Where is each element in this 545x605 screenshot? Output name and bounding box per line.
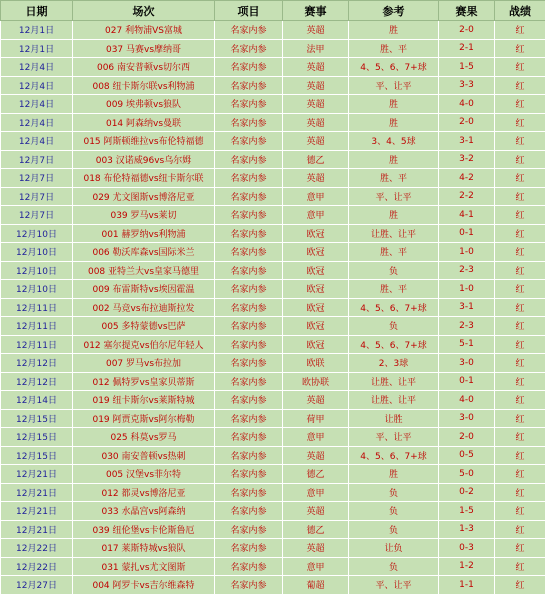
table-row	[1, 21, 545, 40]
result-cell: 红	[495, 95, 545, 114]
result-cell: 红	[495, 576, 545, 595]
league-cell: 欧冠	[283, 317, 349, 336]
reference-cell: 让胜、让平	[349, 391, 439, 410]
date-cell: 12月10日	[1, 280, 73, 299]
date-cell: 12月14日	[1, 391, 73, 410]
result-cell: 红	[495, 169, 545, 188]
date-cell: 12月4日	[1, 58, 73, 77]
table-row	[1, 317, 545, 336]
match-cell: 012 都灵vs博洛尼亚	[73, 483, 215, 502]
item-cell: 名家内参	[215, 206, 283, 225]
league-cell: 欧冠	[283, 224, 349, 243]
score-cell: 3-3	[439, 76, 495, 95]
reference-cell: 胜	[349, 206, 439, 225]
reference-cell: 负	[349, 261, 439, 280]
score-cell: 1-3	[439, 520, 495, 539]
table-row	[1, 150, 545, 169]
league-cell: 意甲	[283, 483, 349, 502]
match-cell: 014 阿森纳vs曼联	[73, 113, 215, 132]
date-cell: 12月4日	[1, 132, 73, 151]
match-cell: 008 纽卡斯尔联vs利物浦	[73, 76, 215, 95]
table-row	[1, 113, 545, 132]
reference-cell: 4、5、6、7+球	[349, 335, 439, 354]
match-cell: 003 汉诺威96vs乌尔姆	[73, 150, 215, 169]
table-row	[1, 502, 545, 521]
result-cell: 红	[495, 539, 545, 558]
table-row	[1, 409, 545, 428]
league-cell: 英超	[283, 539, 349, 558]
date-cell: 12月4日	[1, 113, 73, 132]
result-cell: 红	[495, 187, 545, 206]
date-cell: 12月22日	[1, 557, 73, 576]
score-cell: 3-2	[439, 150, 495, 169]
score-cell: 2-0	[439, 21, 495, 40]
score-cell: 5-0	[439, 465, 495, 484]
result-cell: 红	[495, 243, 545, 262]
date-cell: 12月12日	[1, 354, 73, 373]
match-cell: 019 阿贾克斯vs阿尔梅勒	[73, 409, 215, 428]
reference-cell: 胜、平	[349, 280, 439, 299]
date-cell: 12月1日	[1, 21, 73, 40]
item-cell: 名家内参	[215, 224, 283, 243]
score-cell: 2-0	[439, 113, 495, 132]
score-cell: 4-0	[439, 95, 495, 114]
table-row	[1, 169, 545, 188]
match-cell: 027 利物浦VS富城	[73, 21, 215, 40]
league-cell: 欧联	[283, 354, 349, 373]
reference-cell: 胜、平	[349, 39, 439, 58]
item-cell: 名家内参	[215, 354, 283, 373]
league-cell: 德乙	[283, 520, 349, 539]
reference-cell: 平、让平	[349, 428, 439, 447]
reference-cell: 负	[349, 483, 439, 502]
league-cell: 荷甲	[283, 409, 349, 428]
table-row	[1, 391, 545, 410]
score-cell: 3-0	[439, 409, 495, 428]
match-cell: 006 南安普顿vs切尔西	[73, 58, 215, 77]
table-row	[1, 576, 545, 595]
match-cell: 039 罗马vs莱切	[73, 206, 215, 225]
match-cell: 019 纽卡斯尔vs莱斯特城	[73, 391, 215, 410]
match-cell: 033 水晶宫vs阿森纳	[73, 502, 215, 521]
match-cell: 001 赫罗纳vs利物浦	[73, 224, 215, 243]
date-cell: 12月1日	[1, 39, 73, 58]
reference-cell: 胜	[349, 21, 439, 40]
date-cell: 12月4日	[1, 95, 73, 114]
table-row	[1, 465, 545, 484]
league-cell: 英超	[283, 446, 349, 465]
score-cell: 1-2	[439, 557, 495, 576]
item-cell: 名家内参	[215, 95, 283, 114]
league-cell: 英超	[283, 113, 349, 132]
result-cell: 红	[495, 557, 545, 576]
table-row	[1, 39, 545, 58]
score-cell: 2-2	[439, 187, 495, 206]
score-cell: 3-1	[439, 298, 495, 317]
item-cell: 名家内参	[215, 446, 283, 465]
result-cell: 红	[495, 317, 545, 336]
date-cell: 12月21日	[1, 483, 73, 502]
item-cell: 名家内参	[215, 539, 283, 558]
score-cell: 3-0	[439, 354, 495, 373]
date-cell: 12月10日	[1, 261, 73, 280]
league-cell: 意甲	[283, 206, 349, 225]
result-cell: 红	[495, 39, 545, 58]
table-row	[1, 261, 545, 280]
league-cell: 欧冠	[283, 298, 349, 317]
date-cell: 12月7日	[1, 206, 73, 225]
match-cell: 007 罗马vs布拉加	[73, 354, 215, 373]
item-cell: 名家内参	[215, 557, 283, 576]
result-cell: 红	[495, 113, 545, 132]
result-cell: 红	[495, 298, 545, 317]
league-cell: 英超	[283, 76, 349, 95]
item-cell: 名家内参	[215, 335, 283, 354]
date-cell: 12月21日	[1, 502, 73, 521]
item-cell: 名家内参	[215, 502, 283, 521]
reference-cell: 2、3球	[349, 354, 439, 373]
date-cell: 12月11日	[1, 317, 73, 336]
match-cell: 031 蒙扎vs尤文图斯	[73, 557, 215, 576]
date-cell: 12月7日	[1, 187, 73, 206]
table-row	[1, 224, 545, 243]
match-cell: 004 阿罗卡vs吉尔维森特	[73, 576, 215, 595]
league-cell: 英超	[283, 132, 349, 151]
score-cell: 0-5	[439, 446, 495, 465]
match-cell: 015 阿斯顿维拉vs布伦特福德	[73, 132, 215, 151]
reference-cell: 胜	[349, 465, 439, 484]
league-cell: 欧冠	[283, 335, 349, 354]
reference-cell: 负	[349, 557, 439, 576]
table-row	[1, 557, 545, 576]
reference-cell: 胜	[349, 95, 439, 114]
match-cell: 006 勒沃库森vs国际米兰	[73, 243, 215, 262]
score-cell: 0-1	[439, 224, 495, 243]
match-cell: 008 亚特兰大vs皇家马德里	[73, 261, 215, 280]
league-cell: 欧冠	[283, 261, 349, 280]
item-cell: 名家内参	[215, 372, 283, 391]
reference-cell: 胜	[349, 113, 439, 132]
league-cell: 英超	[283, 391, 349, 410]
table-row	[1, 539, 545, 558]
item-cell: 名家内参	[215, 298, 283, 317]
date-cell: 12月12日	[1, 372, 73, 391]
league-cell: 德乙	[283, 150, 349, 169]
table-row	[1, 520, 545, 539]
league-cell: 英超	[283, 58, 349, 77]
header-result: 战绩	[495, 1, 545, 21]
result-cell: 红	[495, 354, 545, 373]
reference-cell: 4、5、6、7+球	[349, 298, 439, 317]
match-cell: 037 马赛vs摩纳哥	[73, 39, 215, 58]
score-cell: 5-1	[439, 335, 495, 354]
match-cell: 012 佩特罗vs皇家贝蒂斯	[73, 372, 215, 391]
header-score: 赛果	[439, 1, 495, 21]
league-cell: 葡超	[283, 576, 349, 595]
reference-cell: 让胜	[349, 409, 439, 428]
table-row	[1, 206, 545, 225]
table-row	[1, 298, 545, 317]
item-cell: 名家内参	[215, 391, 283, 410]
score-cell: 2-3	[439, 261, 495, 280]
table-row	[1, 132, 545, 151]
reference-cell: 胜、平	[349, 243, 439, 262]
score-cell: 0-1	[439, 372, 495, 391]
item-cell: 名家内参	[215, 132, 283, 151]
reference-cell: 4、5、6、7+球	[349, 446, 439, 465]
league-cell: 欧协联	[283, 372, 349, 391]
header-item: 项目	[215, 1, 283, 21]
item-cell: 名家内参	[215, 113, 283, 132]
item-cell: 名家内参	[215, 317, 283, 336]
table-row	[1, 76, 545, 95]
league-cell: 英超	[283, 502, 349, 521]
header-reference: 参考	[349, 1, 439, 21]
date-cell: 12月15日	[1, 428, 73, 447]
match-cell: 025 科莫vs罗马	[73, 428, 215, 447]
result-cell: 红	[495, 391, 545, 410]
header-match: 场次	[73, 1, 215, 21]
header-row	[1, 1, 545, 21]
item-cell: 名家内参	[215, 187, 283, 206]
result-cell: 红	[495, 502, 545, 521]
result-cell: 红	[495, 428, 545, 447]
reference-cell: 3、4、5球	[349, 132, 439, 151]
table-row	[1, 243, 545, 262]
result-cell: 红	[495, 465, 545, 484]
match-cell: 012 塞尔提克vs伯尔尼年轻人	[73, 335, 215, 354]
item-cell: 名家内参	[215, 409, 283, 428]
reference-cell: 让胜、让平	[349, 224, 439, 243]
reference-cell: 胜、平	[349, 169, 439, 188]
match-cell: 039 纽伦堡vs卡伦斯鲁厄	[73, 520, 215, 539]
item-cell: 名家内参	[215, 169, 283, 188]
table-row	[1, 95, 545, 114]
date-cell: 12月21日	[1, 520, 73, 539]
league-cell: 意甲	[283, 428, 349, 447]
league-cell: 欧冠	[283, 243, 349, 262]
item-cell: 名家内参	[215, 465, 283, 484]
table-row	[1, 372, 545, 391]
item-cell: 名家内参	[215, 483, 283, 502]
date-cell: 12月21日	[1, 465, 73, 484]
result-cell: 红	[495, 409, 545, 428]
score-cell: 4-1	[439, 206, 495, 225]
score-cell: 0-3	[439, 539, 495, 558]
result-cell: 红	[495, 206, 545, 225]
match-cell: 005 多特蒙德vs巴萨	[73, 317, 215, 336]
date-cell: 12月11日	[1, 335, 73, 354]
table-body	[1, 21, 545, 595]
league-cell: 英超	[283, 21, 349, 40]
result-cell: 红	[495, 446, 545, 465]
reference-cell: 让负	[349, 539, 439, 558]
score-cell: 2-1	[439, 39, 495, 58]
score-cell: 1-0	[439, 280, 495, 299]
match-cell: 009 埃弗顿vs狼队	[73, 95, 215, 114]
item-cell: 名家内参	[215, 520, 283, 539]
table-row	[1, 58, 545, 77]
result-cell: 红	[495, 261, 545, 280]
item-cell: 名家内参	[215, 76, 283, 95]
date-cell: 12月11日	[1, 298, 73, 317]
item-cell: 名家内参	[215, 150, 283, 169]
score-cell: 4-2	[439, 169, 495, 188]
score-cell: 1-1	[439, 576, 495, 595]
date-cell: 12月27日	[1, 576, 73, 595]
result-cell: 红	[495, 280, 545, 299]
date-cell: 12月7日	[1, 169, 73, 188]
result-cell: 红	[495, 372, 545, 391]
match-cell: 029 尤文图斯vs博洛尼亚	[73, 187, 215, 206]
reference-cell: 4、5、6、7+球	[349, 58, 439, 77]
item-cell: 名家内参	[215, 261, 283, 280]
score-cell: 3-1	[439, 132, 495, 151]
score-cell: 2-0	[439, 428, 495, 447]
item-cell: 名家内参	[215, 243, 283, 262]
result-cell: 红	[495, 520, 545, 539]
result-cell: 红	[495, 150, 545, 169]
score-cell: 2-3	[439, 317, 495, 336]
item-cell: 名家内参	[215, 280, 283, 299]
match-cell: 005 汉堡vs菲尔特	[73, 465, 215, 484]
result-cell: 红	[495, 76, 545, 95]
result-cell: 红	[495, 132, 545, 151]
league-cell: 德乙	[283, 465, 349, 484]
match-cell: 018 布伦特福德vs纽卡斯尔联	[73, 169, 215, 188]
league-cell: 法甲	[283, 39, 349, 58]
match-cell: 009 布雷斯特vs埃因霍温	[73, 280, 215, 299]
result-cell: 红	[495, 58, 545, 77]
league-cell: 欧冠	[283, 280, 349, 299]
reference-cell: 负	[349, 317, 439, 336]
reference-cell: 让胜、让平	[349, 372, 439, 391]
item-cell: 名家内参	[215, 39, 283, 58]
result-cell: 红	[495, 335, 545, 354]
reference-cell: 平、让平	[349, 76, 439, 95]
table-row	[1, 187, 545, 206]
table-row	[1, 335, 545, 354]
league-cell: 意甲	[283, 187, 349, 206]
score-cell: 4-0	[439, 391, 495, 410]
result-cell: 红	[495, 224, 545, 243]
league-cell: 英超	[283, 95, 349, 114]
reference-cell: 负	[349, 520, 439, 539]
date-cell: 12月4日	[1, 76, 73, 95]
date-cell: 12月10日	[1, 224, 73, 243]
score-cell: 1-0	[439, 243, 495, 262]
score-cell: 1-5	[439, 502, 495, 521]
header-date: 日期	[1, 1, 73, 21]
date-cell: 12月22日	[1, 539, 73, 558]
score-cell: 0-2	[439, 483, 495, 502]
match-cell: 002 马竞vs布拉迪斯拉发	[73, 298, 215, 317]
item-cell: 名家内参	[215, 428, 283, 447]
score-cell: 1-5	[439, 58, 495, 77]
reference-cell: 胜	[349, 150, 439, 169]
date-cell: 12月7日	[1, 150, 73, 169]
table-row	[1, 428, 545, 447]
item-cell: 名家内参	[215, 21, 283, 40]
match-cell: 030 南安普顿vs热刺	[73, 446, 215, 465]
date-cell: 12月15日	[1, 409, 73, 428]
table-row	[1, 280, 545, 299]
match-cell: 017 莱斯特城vs狼队	[73, 539, 215, 558]
reference-cell: 平、让平	[349, 187, 439, 206]
item-cell: 名家内参	[215, 576, 283, 595]
table-row	[1, 483, 545, 502]
reference-cell: 平、让平	[349, 576, 439, 595]
result-cell: 红	[495, 21, 545, 40]
header-league: 赛事	[283, 1, 349, 21]
league-cell: 意甲	[283, 557, 349, 576]
date-cell: 12月15日	[1, 446, 73, 465]
reference-cell: 负	[349, 502, 439, 521]
item-cell: 名家内参	[215, 58, 283, 77]
date-cell: 12月10日	[1, 243, 73, 262]
table-row	[1, 446, 545, 465]
league-cell: 英超	[283, 169, 349, 188]
result-cell: 红	[495, 483, 545, 502]
table-row	[1, 354, 545, 373]
